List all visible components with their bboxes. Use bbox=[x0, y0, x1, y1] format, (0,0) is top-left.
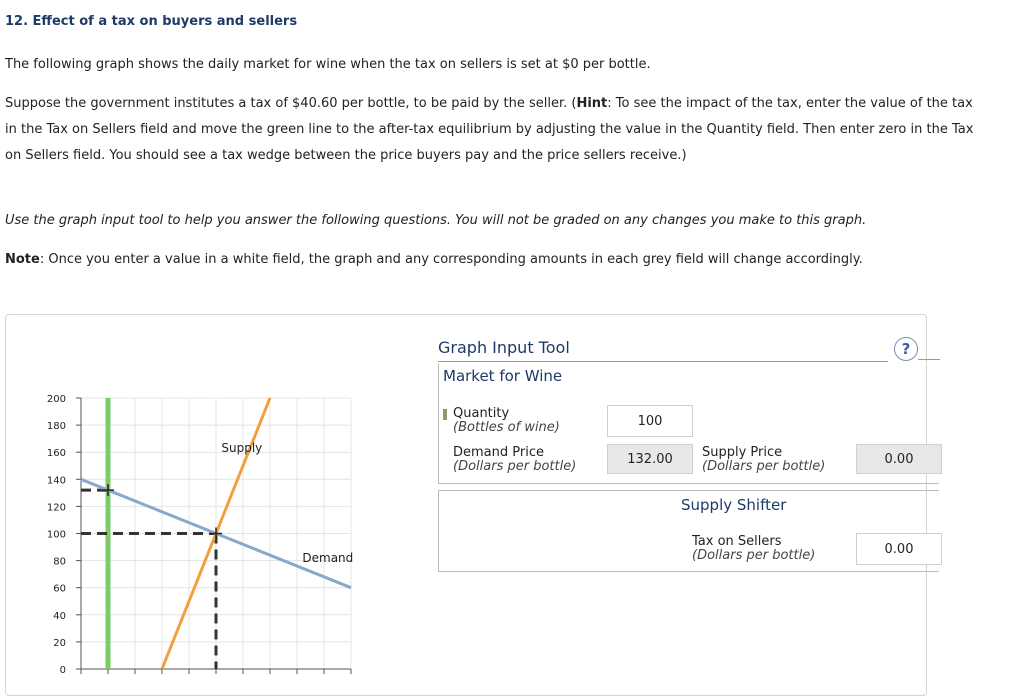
quantity-label: Quantity bbox=[453, 406, 510, 421]
quantity-input[interactable]: 100 bbox=[607, 405, 693, 437]
y-tick-label: 180 bbox=[46, 421, 66, 433]
scenario-line2: in the Tax on Sellers field and move the green line to the after-tax equilibrium by adjusting the value in the Quantity field. Then enter zero in the Tax bbox=[5, 122, 974, 137]
supply-price-label: Supply Price bbox=[702, 445, 783, 460]
supply-shifter-title: Supply Shifter bbox=[681, 496, 787, 514]
tax-on-sellers-input[interactable]: 0.00 bbox=[856, 533, 942, 565]
market-graph[interactable] bbox=[0, 380, 420, 678]
y-tick-label: 100 bbox=[46, 529, 66, 541]
title-divider bbox=[438, 361, 888, 362]
instruction-text: Use the graph input tool to help you answer the following questions. You will not be graded on any changes you make to this graph. bbox=[5, 213, 867, 228]
quantity-line-marker bbox=[443, 409, 447, 420]
question-title: 12. Effect of a tax on buyers and sellers bbox=[5, 14, 298, 29]
scenario-text bbox=[5, 91, 1005, 169]
note-text bbox=[5, 247, 1005, 273]
y-tick-label: 140 bbox=[46, 475, 66, 487]
market-title: Market for Wine bbox=[443, 367, 563, 385]
supply-price-field: 0.00 bbox=[856, 444, 942, 474]
note-body: : Once you enter a value in a white field, the graph and any corresponding amounts in each grey field will change accordingly. bbox=[39, 252, 863, 267]
supply-price-unit: (Dollars per bottle) bbox=[702, 459, 826, 474]
demand-curve-label: Demand bbox=[302, 550, 354, 565]
demand-price-field: 132.00 bbox=[607, 444, 693, 474]
demand-price-unit: (Dollars per bottle) bbox=[453, 459, 577, 474]
scenario-line3: on Sellers field. You should see a tax wedge between the price buyers pay and the price sellers receive.) bbox=[5, 148, 687, 163]
note-label: Note bbox=[5, 252, 40, 267]
y-tick-label: 200 bbox=[46, 394, 66, 405]
scenario-line1b: : To see the impact of the tax, enter the value of the tax bbox=[607, 96, 973, 111]
intro-text: The following graph shows the daily market for wine when the tax on sellers is set at $0 per bottle. bbox=[5, 57, 651, 72]
quantity-unit: (Bottles of wine) bbox=[453, 420, 560, 435]
tax-on-sellers-unit: (Dollars per bottle) bbox=[692, 548, 816, 563]
y-tick-label: 160 bbox=[46, 448, 66, 460]
y-tick-label: 120 bbox=[46, 502, 66, 514]
demand-price-label: Demand Price bbox=[453, 445, 544, 460]
graph-input-tool-title: Graph Input Tool bbox=[438, 338, 570, 357]
tax-on-sellers-label: Tax on Sellers bbox=[692, 534, 782, 549]
help-icon[interactable]: ? bbox=[894, 337, 918, 361]
y-tick-label: 60 bbox=[53, 583, 66, 595]
scenario-line1a: Suppose the government institutes a tax of $40.60 per bottle, to be paid by the seller. ( bbox=[5, 96, 577, 111]
y-tick-label: 40 bbox=[53, 610, 66, 622]
supply-curve-label: Supply bbox=[221, 441, 263, 456]
help-divider bbox=[918, 359, 940, 360]
hint-label: Hint bbox=[576, 96, 608, 111]
y-tick-label: 80 bbox=[53, 556, 66, 568]
y-tick-label: 0 bbox=[59, 665, 66, 676]
y-tick-label: 20 bbox=[53, 637, 66, 649]
